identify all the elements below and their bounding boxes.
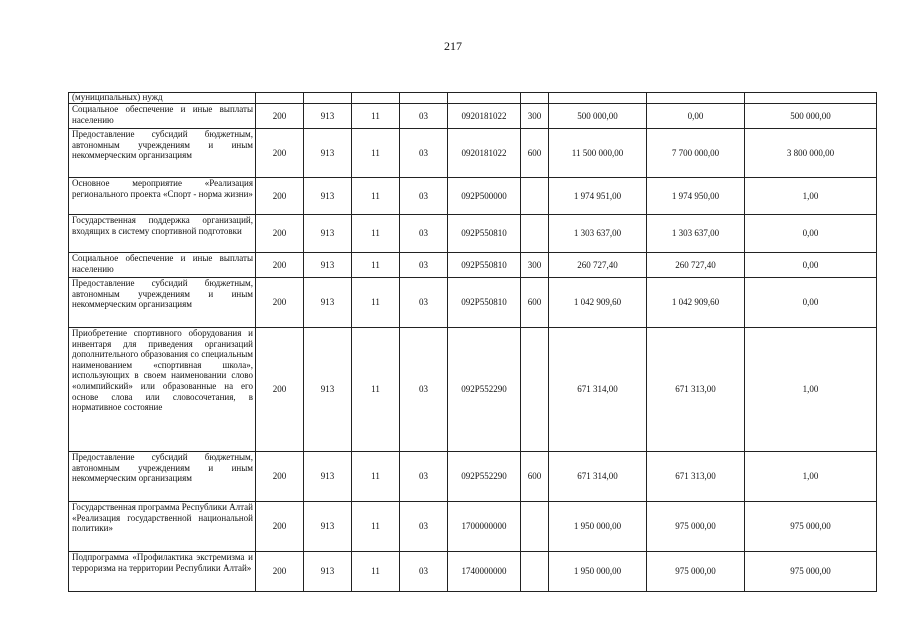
cell-code [521,552,549,592]
table-row [69,93,877,104]
cell-code [352,93,400,104]
cell-amount: 975 000,00 [745,552,877,592]
cell-code: 03 [400,104,448,129]
budget-table [68,92,877,592]
cell-code [400,93,448,104]
row-description: Предоставление субсидий бюджетным, автономным учреждениям и иным некоммерческим организациям [69,278,256,328]
cell-code: 1700000000 [448,502,521,552]
cell-amount: 1,00 [745,328,877,452]
cell-amount: 0,00 [647,104,745,129]
cell-code [448,93,521,104]
cell-code: 300 [521,104,549,129]
row-description: Социальное обеспечение и иные выплаты населению [69,253,256,278]
cell-code: 092P500000 [448,178,521,215]
cell-amount: 975 000,00 [745,502,877,552]
cell-code: 11 [352,552,400,592]
cell-code [521,502,549,552]
cell-amount: 7 700 000,00 [647,129,745,178]
cell-code: 092P552290 [448,452,521,502]
row-description: Государственная программа Республики Алтай «Реализация государственной национальной политики» [69,502,256,552]
cell-amount: 671 314,00 [549,328,647,452]
cell-amount: 1 042 909,60 [549,278,647,328]
cell-code: 200 [256,552,304,592]
cell-amount: 260 727,40 [549,253,647,278]
table-row [69,178,877,215]
cell-amount: 671 314,00 [549,452,647,502]
cell-amount [647,93,745,104]
cell-code: 11 [352,178,400,215]
cell-code: 200 [256,452,304,502]
cell-code: 0920181022 [448,104,521,129]
table-row [69,452,877,502]
table-row [69,104,877,129]
cell-amount: 1 950 000,00 [549,552,647,592]
cell-amount: 671 313,00 [647,452,745,502]
cell-amount: 1,00 [745,452,877,502]
cell-code [256,93,304,104]
table-row [69,278,877,328]
cell-code [521,93,549,104]
cell-code: 03 [400,278,448,328]
cell-code: 200 [256,129,304,178]
cell-code: 913 [304,178,352,215]
cell-code: 300 [521,253,549,278]
cell-code: 200 [256,215,304,253]
row-description: Социальное обеспечение и иные выплаты населению [69,104,256,129]
cell-code: 200 [256,328,304,452]
cell-amount: 3 800 000,00 [745,129,877,178]
cell-code: 913 [304,104,352,129]
cell-code: 11 [352,452,400,502]
cell-code [521,328,549,452]
table-row [69,552,877,592]
cell-code: 092P550810 [448,215,521,253]
cell-code: 913 [304,328,352,452]
cell-code: 11 [352,215,400,253]
cell-code: 03 [400,215,448,253]
cell-amount: 500 000,00 [549,104,647,129]
page-number: 217 [444,39,462,53]
cell-amount: 1 042 909,60 [647,278,745,328]
table-row [69,253,877,278]
cell-code: 11 [352,502,400,552]
cell-code: 913 [304,215,352,253]
table-row [69,328,877,452]
cell-code: 200 [256,502,304,552]
cell-code: 600 [521,278,549,328]
cell-code: 11 [352,129,400,178]
cell-amount: 1 974 950,00 [647,178,745,215]
cell-code: 03 [400,502,448,552]
cell-code: 0920181022 [448,129,521,178]
cell-code: 03 [400,328,448,452]
cell-amount: 1,00 [745,178,877,215]
cell-code: 03 [400,129,448,178]
cell-code: 200 [256,104,304,129]
row-description: Приобретение спортивного оборудования и инвентаря для приведения организаций дополнительного образования со специальным наименованием «спортивная школа», использующих в своем наименовании слово «олимпийский» или образованные на его основе слова или словосочетания, в нормативное состояние [69,328,256,452]
row-description: Государственная поддержка организаций, входящих в систему спортивной подготовки [69,215,256,253]
cell-amount [745,93,877,104]
row-description: Подпрограмма «Профилактика экстремизма и терроризма на территории Республики Алтай» [69,552,256,592]
cell-amount: 260 727,40 [647,253,745,278]
cell-code: 913 [304,552,352,592]
cell-amount: 500 000,00 [745,104,877,129]
cell-amount: 975 000,00 [647,552,745,592]
row-description: (муниципальных) нужд [69,93,256,104]
cell-code: 03 [400,253,448,278]
row-description: Предоставление субсидий бюджетным, автономным учреждениям и иным некоммерческим организациям [69,129,256,178]
cell-code: 913 [304,129,352,178]
cell-code: 11 [352,253,400,278]
table-row [69,129,877,178]
cell-code: 092P550810 [448,253,521,278]
cell-code: 092P552290 [448,328,521,452]
cell-code: 200 [256,278,304,328]
cell-code: 913 [304,452,352,502]
cell-code: 11 [352,278,400,328]
cell-amount: 0,00 [745,215,877,253]
cell-code: 913 [304,502,352,552]
cell-amount: 1 303 637,00 [549,215,647,253]
cell-code: 11 [352,104,400,129]
cell-amount: 1 974 951,00 [549,178,647,215]
cell-code: 913 [304,278,352,328]
table-row [69,215,877,253]
cell-code [521,178,549,215]
cell-code: 1740000000 [448,552,521,592]
cell-code [304,93,352,104]
cell-amount: 0,00 [745,253,877,278]
cell-code: 600 [521,452,549,502]
cell-code: 200 [256,178,304,215]
cell-amount: 1 950 000,00 [549,502,647,552]
cell-code: 200 [256,253,304,278]
cell-code: 913 [304,253,352,278]
cell-code: 092P550810 [448,278,521,328]
cell-code: 03 [400,452,448,502]
table-row [69,502,877,552]
cell-code: 03 [400,552,448,592]
cell-code [521,215,549,253]
cell-code: 600 [521,129,549,178]
cell-amount: 1 303 637,00 [647,215,745,253]
cell-amount: 0,00 [745,278,877,328]
cell-code: 03 [400,178,448,215]
row-description: Предоставление субсидий бюджетным, автономным учреждениям и иным некоммерческим организациям [69,452,256,502]
cell-amount: 11 500 000,00 [549,129,647,178]
cell-code: 11 [352,328,400,452]
row-description: Основное мероприятие «Реализация регионального проекта «Спорт - норма жизни» [69,178,256,215]
cell-amount: 975 000,00 [647,502,745,552]
cell-amount: 671 313,00 [647,328,745,452]
cell-amount [549,93,647,104]
